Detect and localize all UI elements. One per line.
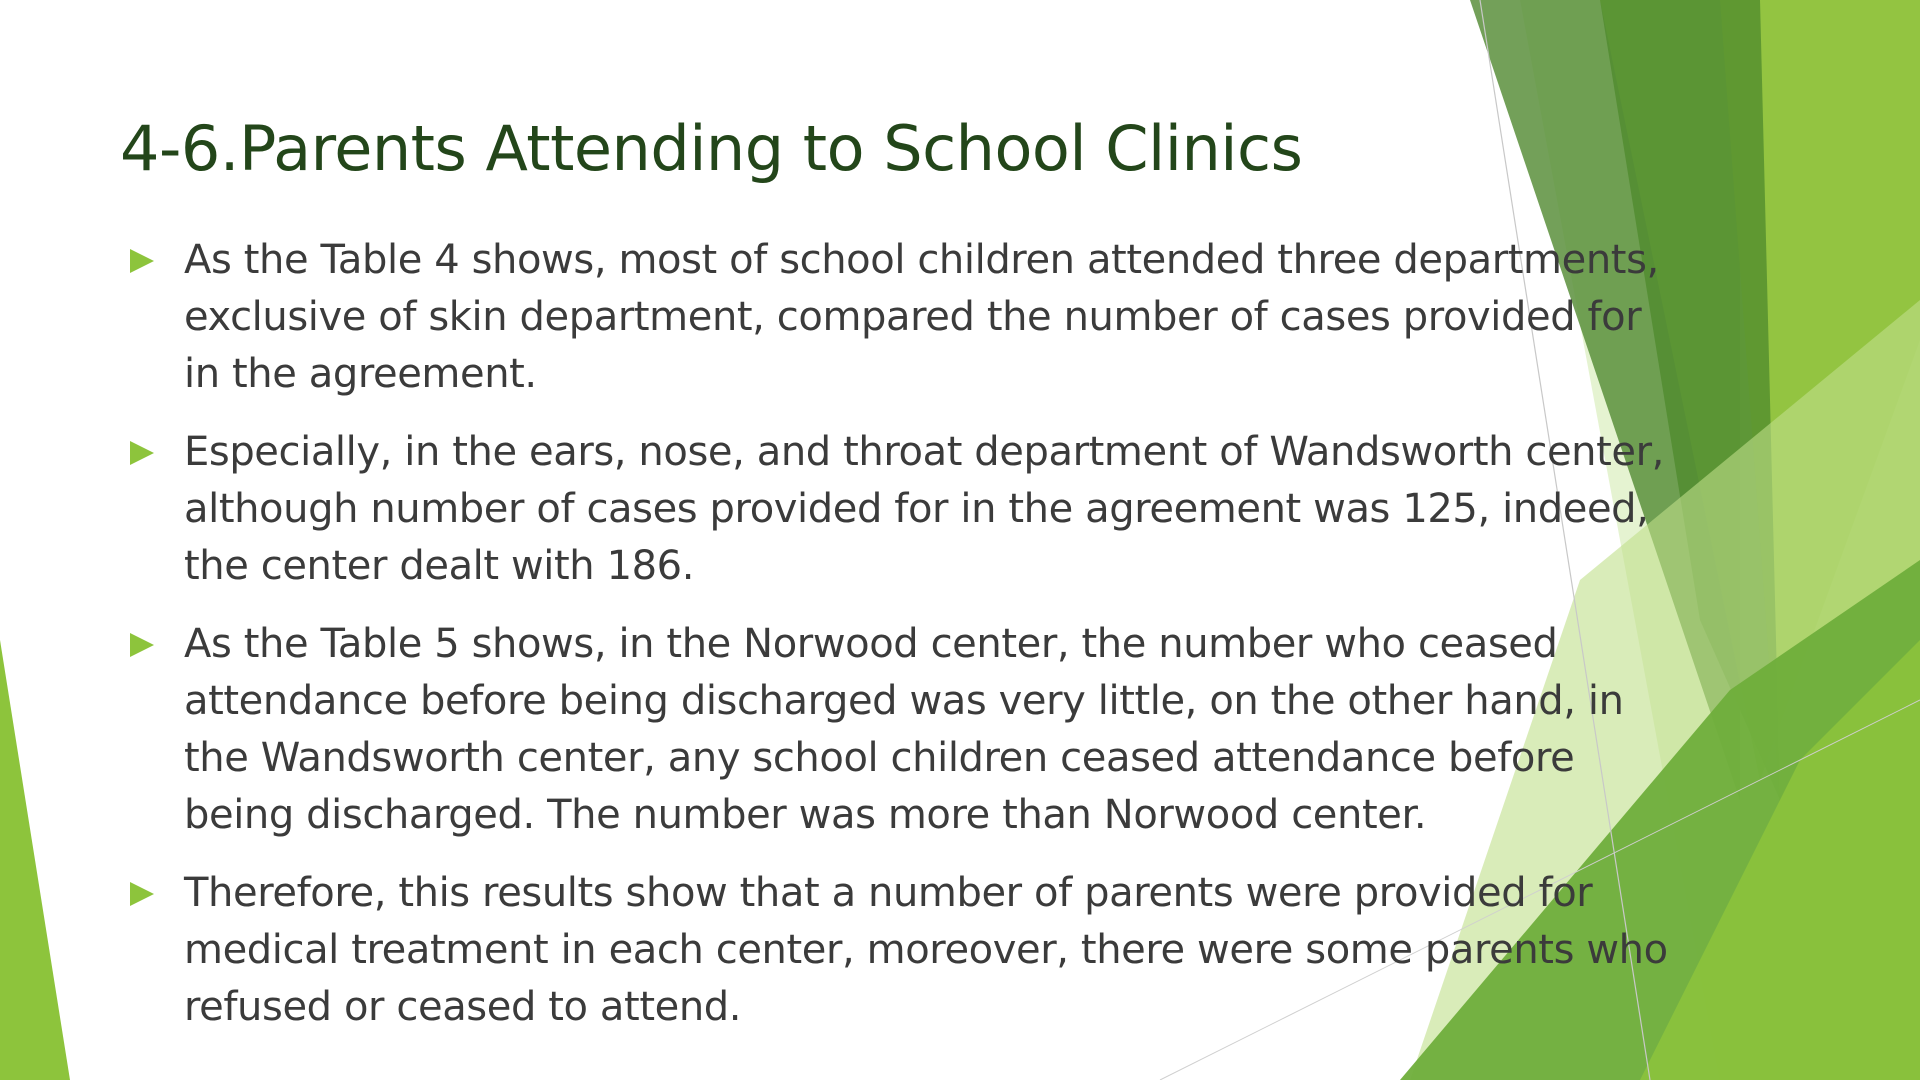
bullet-text-line: Especially, in the ears, nose, and throat department of Wandsworth center, [184, 429, 1664, 475]
bullet-text-line: refused or ceased to attend. [184, 984, 742, 1030]
bullet-item [130, 424, 1830, 595]
bullet-item [130, 865, 1830, 1036]
bullet-list [130, 232, 1830, 1057]
bullet-text-line: the Wandsworth center, any school children ceased attendance before [184, 735, 1575, 781]
bullet-item [130, 616, 1830, 844]
bullet-arrow-icon [130, 249, 154, 273]
bullet-text-line: exclusive of skin department, compared the number of cases provided for [184, 294, 1642, 340]
bullet-arrow-icon [130, 441, 154, 465]
bullet-text-line: although number of cases provided for in the agreement was 125, indeed, [184, 486, 1649, 532]
bullet-text-line: being discharged. The number was more than Norwood center. [184, 792, 1427, 838]
bullet-text-line: medical treatment in each center, moreover, there were some parents who [184, 927, 1668, 973]
bullet-arrow-icon [130, 633, 154, 657]
bullet-text-line: attendance before being discharged was very little, on the other hand, in [184, 678, 1624, 724]
left-accent-shape [0, 640, 70, 1080]
bullet-text-line: in the agreement. [184, 351, 537, 397]
bullet-text-line: As the Table 4 shows, most of school children attended three departments, [184, 237, 1659, 283]
bullet-text-line: the center dealt with 186. [184, 543, 695, 589]
slide-title: 4-6.Parents Attending to School Clinics [120, 112, 1303, 185]
bullet-text-line: Therefore, this results show that a number of parents were provided for [184, 870, 1593, 916]
bullet-text-line: As the Table 5 shows, in the Norwood center, the number who ceased [184, 621, 1558, 667]
bullet-item [130, 232, 1830, 403]
bullet-arrow-icon [130, 882, 154, 906]
